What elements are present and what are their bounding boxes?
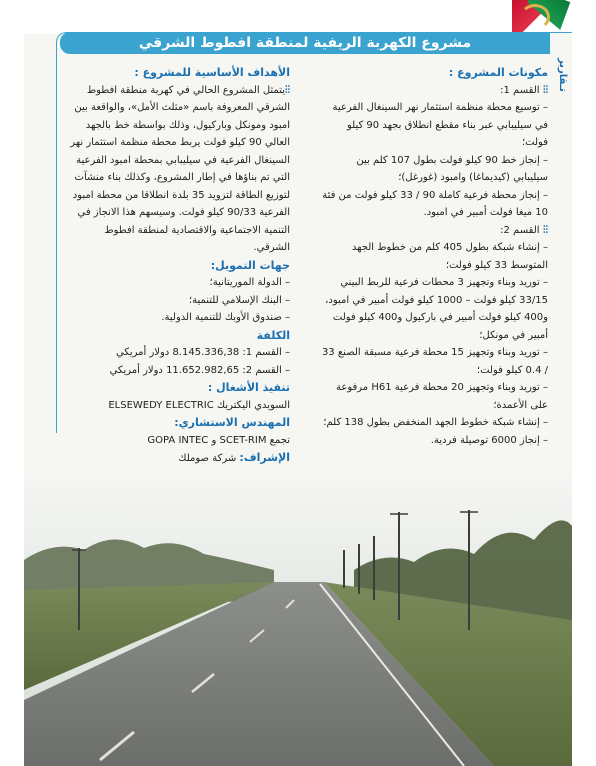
list-item: – توريد وبناء وتجهيز 20 محطة فرعية H61 مرفوعة على الأعمدة؛: [336, 382, 548, 411]
road-photo: [24, 470, 572, 766]
supervision-heading: الإشراف:: [239, 451, 290, 464]
supervision-row: [66, 449, 290, 468]
objectives-text: يتمثل المشروع الحالي في كهربة منطقة افطوط الشرقي المعروفة باسم «مثلث الأمل»، والواقعة بين امبود ومونكل وباركيول، وذلك بواسطة خط بالجهد العالي 90 كيلو فولت يربط محطة منظمة استثمار نهر السينغال الفرعية في سيليبابي بمحطة امبود الفرعية التي تم بناؤها في إطار المشروع، وكذلك بناء منشآت لتوزيع الطاقة لتزويد 35 بلدة انطلاقا من محطة امبود الفرعية 90/33 كيلو فولت. وسيسهم هذا الانجاز في التنمية الاجتماعية والاقتصادية لمنطقة افطوط الشرقي.: [70, 84, 290, 253]
components-column: [320, 64, 548, 449]
cost-heading: الكلفة: [256, 328, 290, 342]
list-item: – توريد وبناء وتجهيز 15 محطة فرعية مسبقة الصنع 33 / 0.4 كيلو فولت؛: [321, 347, 548, 376]
execution-value: السويدي اليكتريك ELSEWEDY ELECTRIC: [108, 399, 290, 411]
list-item: – توسيع محطة منظمة استثمار نهر السينغال الفرعية في سيليبابي عبر بناء مقطع انطلاق بجهد 90 كيلو فولت؛: [332, 102, 548, 148]
part1-title: القسم 1:: [500, 84, 540, 96]
details-column: [66, 64, 290, 468]
cost-part1: – القسم 1: 8.145.336,38 دولار أمريكي: [115, 347, 290, 358]
list-item: – إنجاز خط 90 كيلو فولت بطول 107 كلم بين سيليبابي (كيديماغا) وامبود (غورغل)؛: [356, 154, 548, 183]
cost-part2: – القسم 2: 11.652.982,65 دولار أمريكي: [109, 364, 290, 376]
consultant-value: تجمع SCET-RIM و GOPA INTEC: [147, 434, 290, 446]
part2-title: القسم 2:: [500, 224, 540, 236]
bullet-marker: ⫶⫶: [539, 84, 548, 96]
list-item: – توريد وبناء وتجهيز 3 محطات فرعية للربط البيني 33/15 كيلو فولت – 1000 كيلو فولت أمبير في امبود، و400 كيلو فولت أمبير في باركيول و400 كيلو فولت أمبير في مونكل؛: [325, 277, 548, 341]
funding-heading: جهات التمويل:: [210, 258, 290, 272]
bullet-marker: ⫶⫶: [539, 224, 548, 236]
list-item: – إنشاء شبكة خطوط الجهد المنخفض بطول 138 كلم؛: [323, 417, 548, 428]
list-item: – إنشاء شبكة بطول 405 كلم من خطوط الجهد المتوسط 33 كيلو فولت؛: [351, 242, 548, 271]
execution-heading: تنفيذ الأشغال :: [207, 381, 290, 394]
objectives-heading: الأهداف الأساسية للمشروع :: [134, 66, 290, 79]
list-item: – إنجاز محطة فرعية كاملة 90 / 33 كيلو فولت من فئة 10 ميغا فولت أمبير في امبود.: [322, 189, 548, 218]
consultant-heading: المهندس الاستشاري:: [174, 416, 290, 429]
part2-title-row: [320, 222, 548, 240]
document-page: [24, 0, 572, 766]
components-heading: مكونات المشروع :: [448, 66, 548, 79]
bullet-marker: ⫶⫶: [285, 84, 290, 96]
list-item: – الدولة الموريتانية؛: [209, 277, 290, 288]
list-item: – صندوق الأوبك للتنمية الدولية.: [161, 312, 290, 323]
objectives-paragraph: [66, 82, 290, 257]
list-item: – إنجاز 6000 توصيلة فردية.: [430, 434, 548, 446]
supervision-value: شركة صوملك: [178, 453, 237, 464]
part1-title-row: [320, 82, 548, 100]
section-side-label: تـقارير: [557, 58, 568, 92]
decorative-ring: [520, 4, 550, 30]
list-item: – البنك الإسلامي للتنمية؛: [188, 294, 290, 306]
page-title: مشروع الكهربة الريفية لمنطقة افطوط الشرقي: [60, 32, 550, 54]
